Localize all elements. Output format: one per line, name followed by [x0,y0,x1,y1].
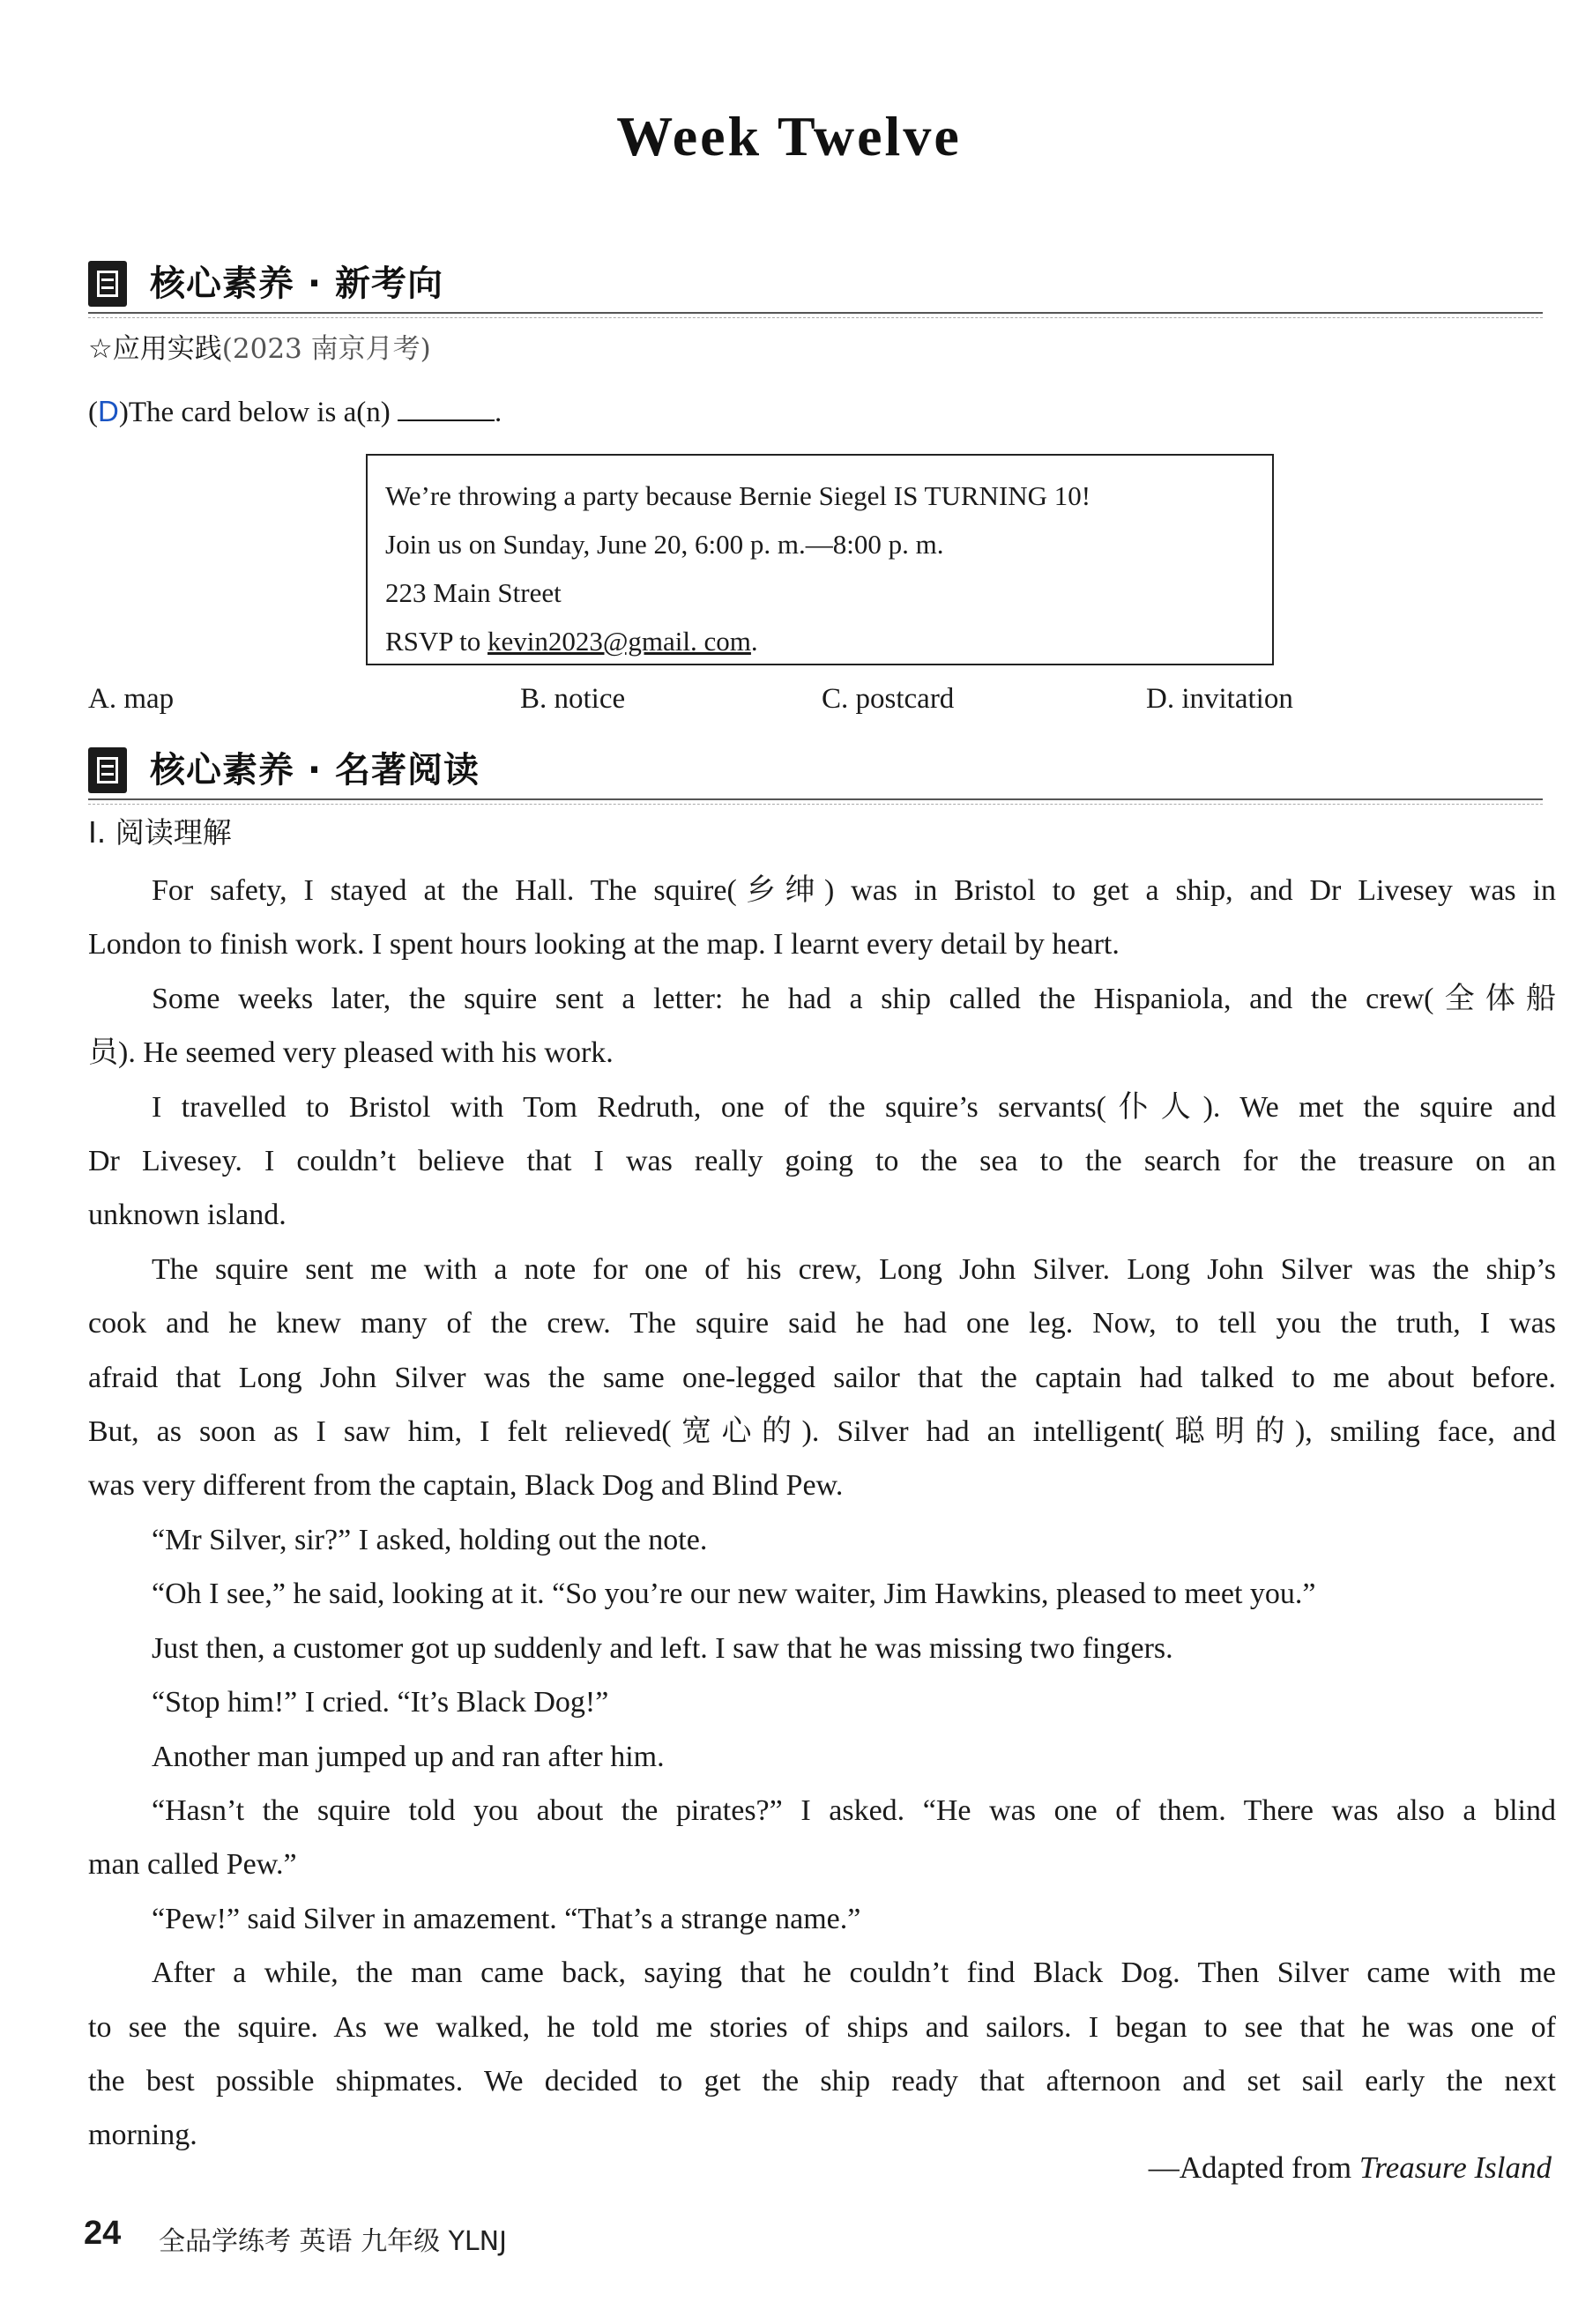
page-number: 24 [84,2215,122,2252]
passage-line: cook and he knew many of the crew. The squire said he had one leg. Now, to tell you the truth, I was [88,1307,1556,1340]
task-label-line [88,333,431,366]
question-stem: The card below is a(n) [128,397,391,428]
passage-line: “Hasn’t the squire told you about the pirates?” I asked. “He was one of them. There was also a blind [152,1793,1556,1827]
section-title: 核心素养 · 新考向 [150,264,444,304]
passage-line: The squire sent me with a note for one of his crew, Long John Silver. Long John Silver was the ship’s [152,1252,1556,1286]
answer-mark: D [98,395,119,427]
option-b: B. notice [520,683,626,715]
passage-line: Some weeks later, the squire sent a letter: he had a ship called the Hispaniola, and the crew(全体船 [152,982,1556,1015]
passage-line: morning. [88,2119,197,2152]
passage-line: 员). He seemed very pleased with his work. [88,1036,614,1070]
page-title: Week Twelve [616,105,962,167]
book-icon [88,747,127,793]
passage-line: the best possible shipmates. We decided to get the ship ready that afternoon and set sail early the next [88,2064,1556,2098]
rsvp-end: . [750,626,758,657]
source-prefix: —Adapted from [1148,2150,1359,2185]
question-end: . [494,397,502,428]
part-label: Ⅰ. 阅读理解 [88,815,232,850]
passage-line: But, as soon as I saw him, I felt relieved(宽心的). Silver had an intelligent(聪明的), smiling face, and [88,1415,1556,1449]
section-divider-thin [88,804,1543,805]
section-header-1 [88,256,1543,317]
rsvp-prefix: RSVP to [385,626,488,657]
passage-line: “Mr Silver, sir?” I asked, holding out the note. [152,1523,708,1556]
rsvp-email: kevin2023@gmail. com [488,626,751,657]
task-source: (2023 南京月考) [221,333,431,365]
section-title: 核心素养 · 名著阅读 [150,750,480,791]
passage-line: After a while, the man came back, saying that he couldn’t find Black Dog. Then Silver came with me [152,1956,1556,1990]
passage-line: Another man jumped up and ran after him. [152,1740,665,1773]
passage-line: Just then, a customer got up suddenly and left. I saw that he was missing two fingers. [152,1631,1173,1665]
invitation-card [366,454,1274,665]
source-title: Treasure Island [1358,2150,1552,2185]
card-line: Join us on Sunday, June 20, 6:00 p. m.—8:00 p. m. [385,529,944,560]
book-icon [88,261,127,307]
passage-line: unknown island. [88,1199,287,1232]
option-d: D. invitation [1146,683,1293,715]
section-divider-thin [88,317,1543,318]
card-line-rsvp [385,617,1254,665]
question-close-paren: ) [118,397,129,428]
passage-line: London to finish work. I spent hours looking at the map. I learnt every detail by heart. [88,928,1120,962]
card-line: 223 Main Street [385,577,562,608]
question-open-paren: ( [88,397,98,428]
passage-line: to see the squire. As we walked, he told me stories of ships and sailors. I began to see that he was one of [88,2010,1556,2044]
passage-line: “Oh I see,” he said, looking at it. “So you’re our new waiter, Jim Hawkins, pleased to meet you.” [152,1578,1316,1611]
passage-line: “Stop him!” I cried. “It’s Black Dog!” [152,1686,609,1719]
task-label: ☆应用实践 [88,333,222,365]
passage-line: Dr Livesey. I couldn’t believe that I was really going to the sea to the search for the treasure on an [88,1145,1556,1178]
passage-source [1149,2150,1552,2186]
option-c: C. postcard [822,683,955,715]
passage-line: For safety, I stayed at the Hall. The squire(乡绅) was in Bristol to get a ship, and Dr Livesey was in [152,874,1556,907]
passage-line: “Pew!” said Silver in amazement. “That’s a strange name.” [152,1902,861,1935]
answer-blank [398,393,495,421]
section-divider [88,312,1543,314]
question-line [88,393,502,431]
option-a: A. map [88,683,175,715]
section-header-2 [88,742,1543,804]
card-line: We’re throwing a party because Bernie Siegel IS TURNING 10! [385,480,1091,511]
passage-line: afraid that Long John Silver was the same one-legged sailor that the captain had talked to me about before. [88,1361,1556,1394]
passage-line: man called Pew.” [88,1848,297,1882]
passage-line: I travelled to Bristol with Tom Redruth, one of the squire’s servants(仆人). We met the squire and [152,1090,1556,1124]
footer-text: 全品学练考 英语 九年级 YLNJ [159,2226,507,2257]
section-divider [88,798,1543,800]
reading-passage [88,864,1556,2163]
passage-line: was very different from the captain, Black Dog and Blind Pew. [88,1469,844,1503]
